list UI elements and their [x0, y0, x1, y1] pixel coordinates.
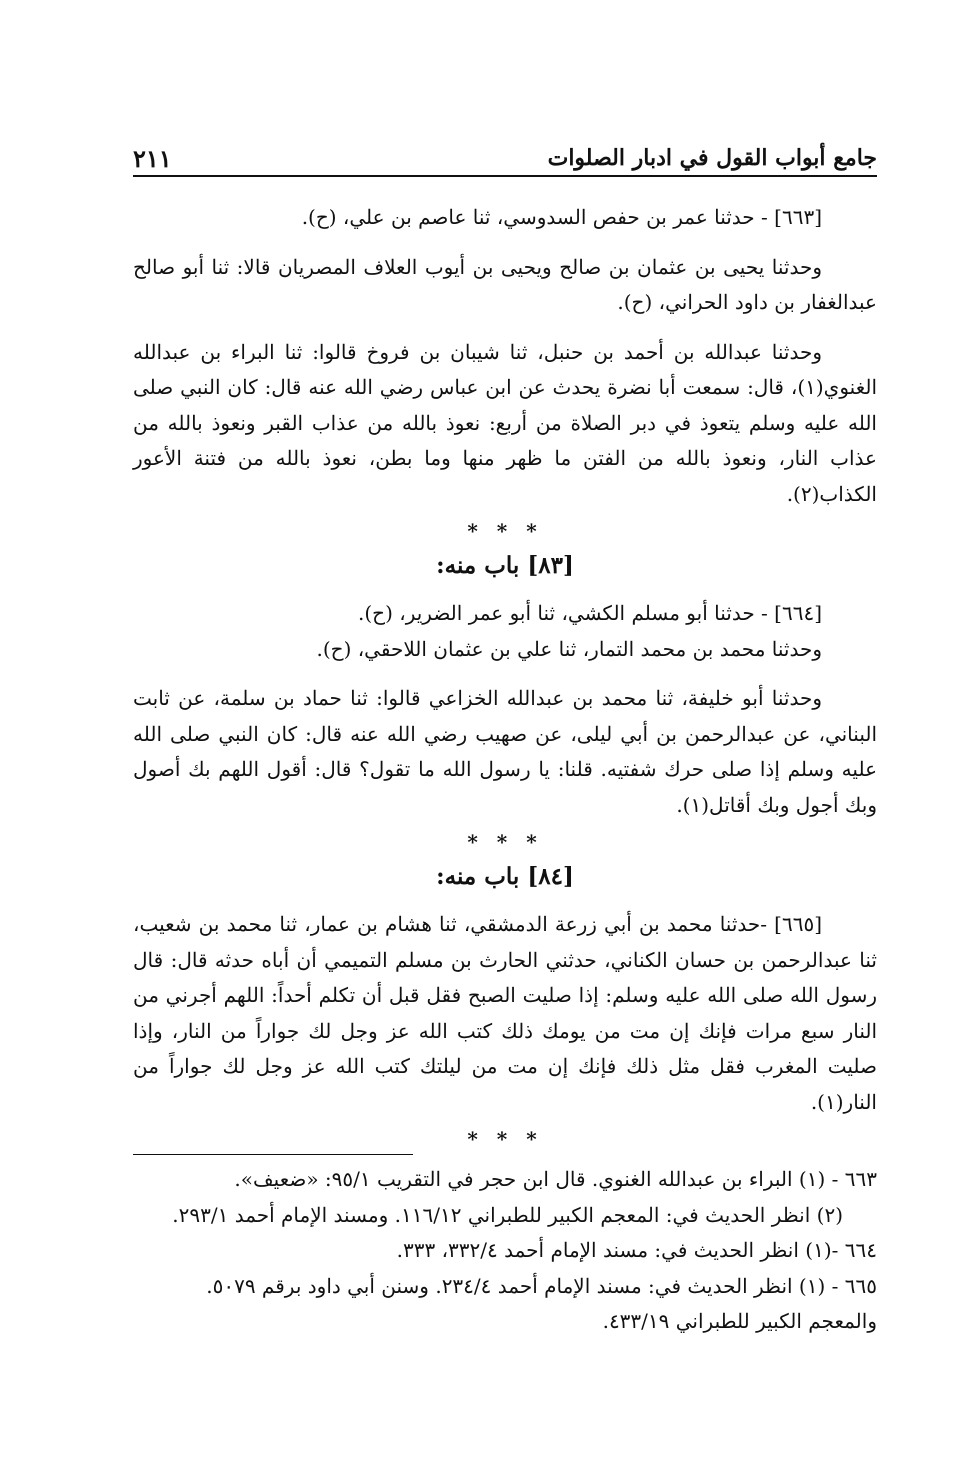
- hadith-664-isnad-2: وحدثنا محمد بن محمد التمار، ثنا علي بن عثمان اللاحقي، (ح).: [316, 636, 822, 661]
- chapter-heading-83: [٨٣] باب منه:: [436, 552, 574, 579]
- footnote-665-1: ٦٦٥ - (١) انظر الحديث في: مسند الإمام أحمد ٢٣٤/٤. وسنن أبي داود برقم ٥٠٧٩. والمعجم الكبير للطبراني ٤٣٣/١٩.: [206, 1273, 877, 1333]
- chapter-heading-84: [٨٤] باب منه:: [436, 863, 574, 890]
- hadith-663-isnad-1: [٦٦٣] - حدثنا عمر بن حفص السدوسي، ثنا عاصم بن علي، (ح).: [301, 205, 822, 229]
- section-separator: * * *: [467, 519, 543, 543]
- hadith-664-matn: وحدثنا أبو خليفة، ثنا محمد بن عبدالله الخزاعي قالوا: ثنا حماد بن سلمة، عن ثابت البناني، عن عبدالرحمن بن أبي ليلى، عن صهيب رضي الله عنه قال: كان النبي صلى الله عليه وسلم إذا صلى حرك شفتيه. قلنا: يا رسول الله ما تقول؟ قال: أقول اللهم بك أصول وبك أجول وبك أقاتل(١).: [133, 686, 877, 817]
- footnote-663-2: (٢) انظر الحديث في: المعجم الكبير للطبراني ١١٦/١٢. ومسند الإمام أحمد ٢٩٣/١.: [172, 1202, 843, 1227]
- main-text: [133, 200, 877, 1154]
- footnote-663-1: ٦٦٣ - (١) البراء بن عبدالله الغنوي. قال ابن حجر في التقريب ٩٥/١: «ضعيف».: [234, 1167, 877, 1191]
- page-number: ٢١١: [133, 144, 172, 173]
- section-separator: * * *: [467, 830, 543, 854]
- footnote-664-1: ٦٦٤ -(١) انظر الحديث في: مسند الإمام أحمد ٣٣٢/٤، ٣٣٣.: [396, 1238, 877, 1262]
- hadith-663-isnad-2: وحدثنا يحيى بن عثمان بن صالح ويحيى بن أيوب العلاف المصريان قالا: ثنا أبو صالح عبدالغفار بن داود الحراني، (ح).: [133, 254, 877, 314]
- hadith-664-isnad-1: [٦٦٤] - حدثنا أبو مسلم الكشي، ثنا أبو عمر الضرير، (ح).: [358, 601, 822, 625]
- hadith-665: [٦٦٥] -حدثنا محمد بن أبي زرعة الدمشقي، ثنا هشام بن عمار، ثنا محمد بن شعيب، ثنا عبدالرحمن بن حسان الكناني، حدثني الحارث بن مسلم التميمي أن أباه حدثه قال: قال رسول الله صلى الله عليه وسلم: إذا صليت الصبح فقل قبل أن تكلم أحداً: اللهم أجرني من النار سبع مرات فإنك إن مت من يومك ذلك كتب الله عز وجل لك جواراً من النار، وإذا صليت المغرب فقل مثل ذلك فإنك إن مت من ليلتك كتب الله عز وجل لك جواراً من النار(١).: [133, 912, 878, 1114]
- footnotes: [133, 1162, 877, 1340]
- hadith-663-matn: وحدثنا عبدالله بن أحمد بن حنبل، ثنا شيبان بن فروخ قالوا: ثنا البراء بن عبدالله الغنوي(١)، قال: سمعت أبا نضرة يحدث عن ابن عباس رضي الله عنه قال: كان النبي صلى الله عليه وسلم يتعوذ في دبر الصلاة من أربع: نعوذ بالله من عذاب القبر ونعوذ بالله من عذاب النار، ونعوذ بالله من الفتن ما ظهر منها وما بطن، نعوذ بالله من فتنة الأعور الكذاب(٢).: [133, 339, 877, 506]
- section-separator: * * *: [467, 1127, 543, 1151]
- footnote-rule: [133, 1154, 413, 1155]
- running-header: [133, 133, 877, 177]
- header-title: جامع أبواب القول في ادبار الصلوات: [547, 145, 877, 171]
